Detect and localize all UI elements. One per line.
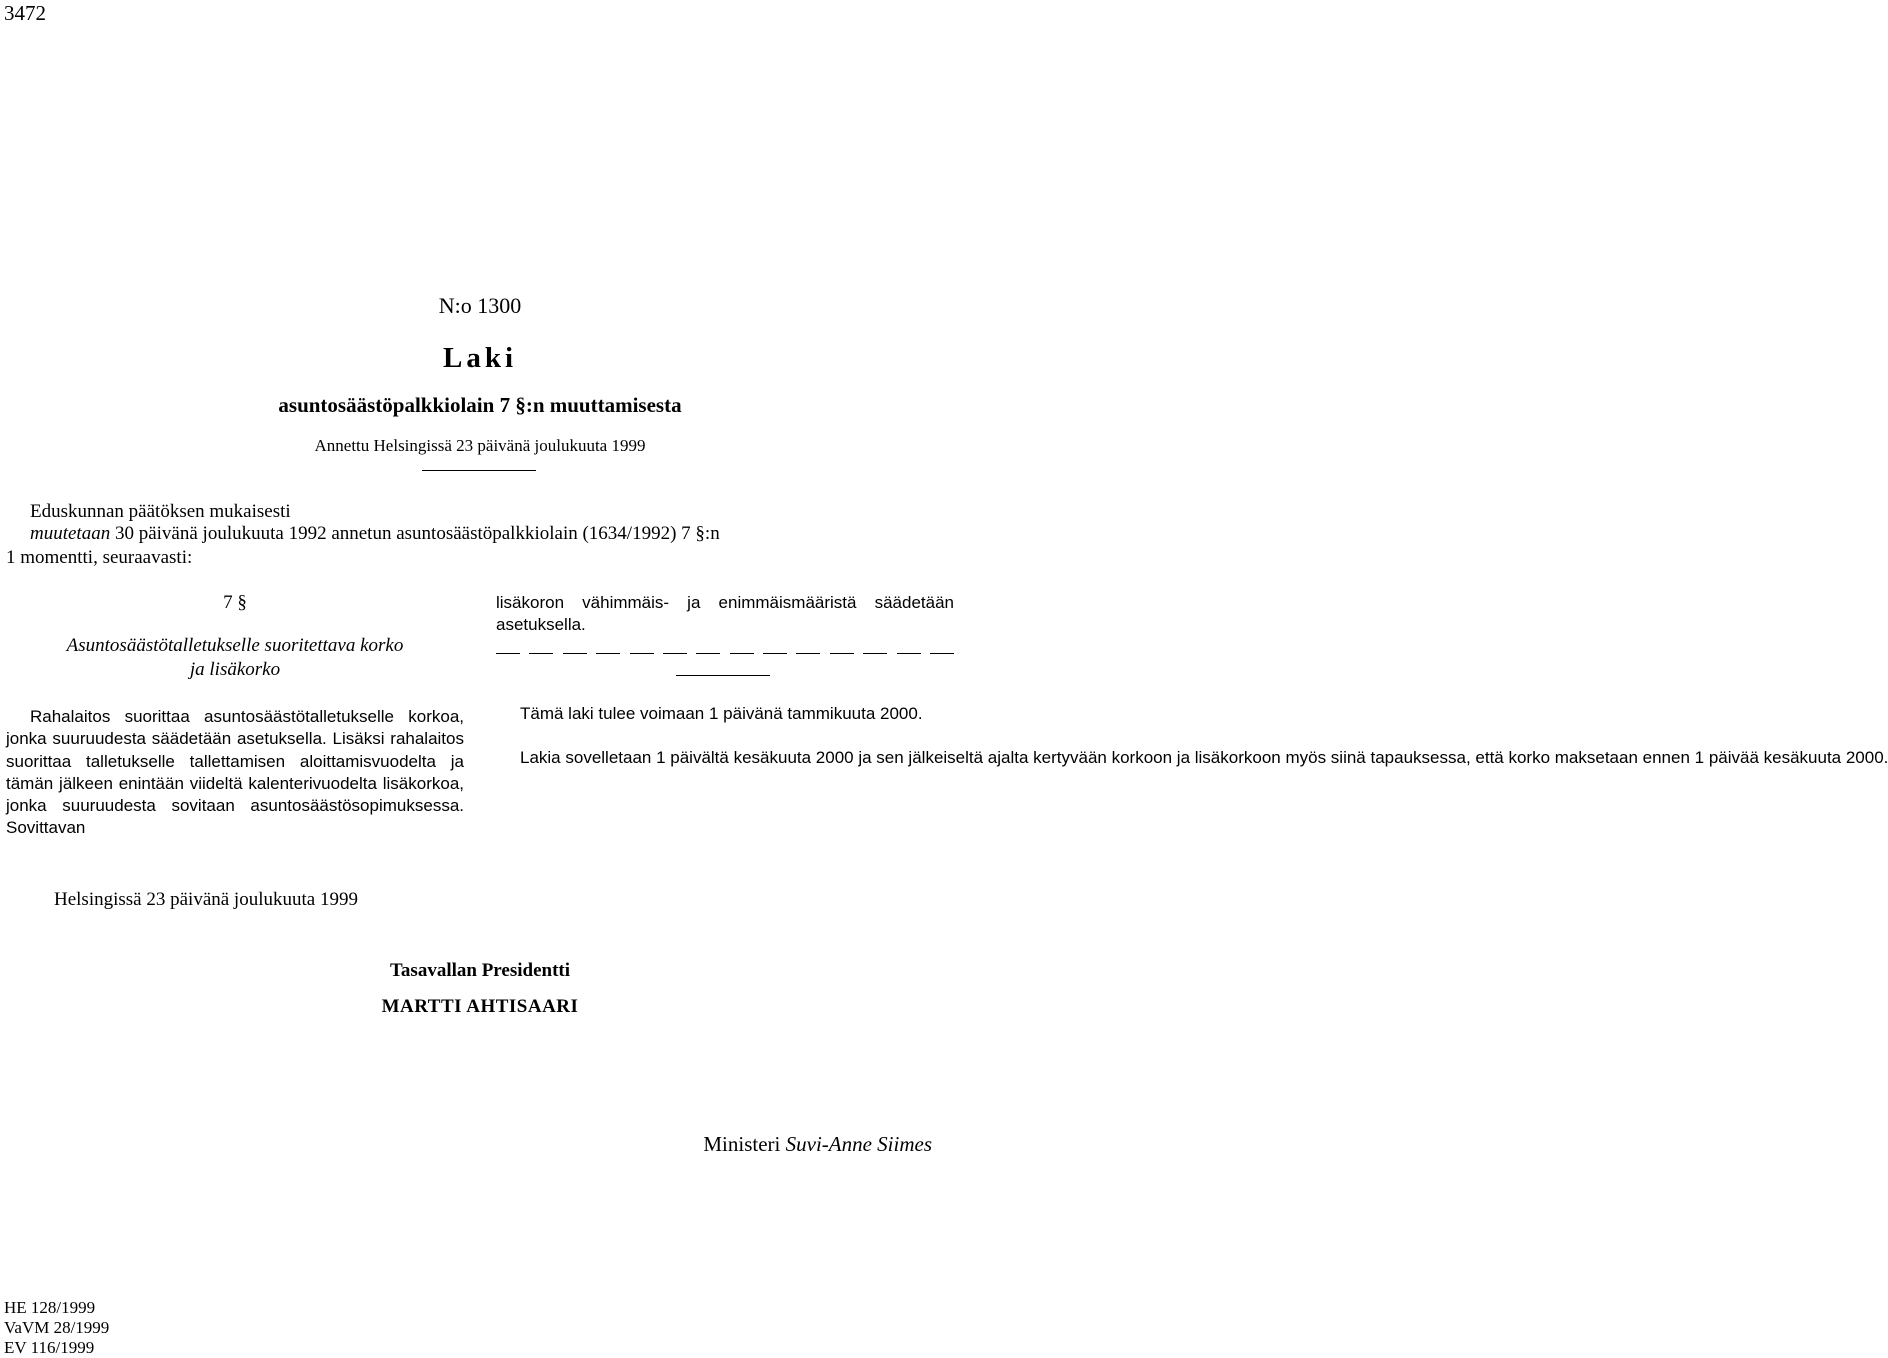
section-number: 7 §: [223, 592, 247, 613]
reference-item: EV 116/1999: [4, 1338, 95, 1357]
enacted-line: Annettu Helsingissä 23 päivänä joulukuuta 1999: [314, 436, 646, 455]
reference-item: HE 128/1999: [4, 1298, 96, 1317]
references: [4, 1298, 109, 1358]
president-name: MARTTI AHTISAARI: [381, 996, 579, 1017]
amend-text: 30 päivänä joulukuuta 1992 annetun asuntosäästöpalkkiolain (1634/1992) 7 §:n: [110, 523, 720, 544]
title-divider: [422, 470, 536, 471]
place-date: Helsingissä 23 päivänä joulukuuta 1999: [54, 889, 358, 910]
law-heading: Laki: [442, 342, 518, 374]
section-body-right: lisäkoron vähimmäis- ja enimmäismääristä säädetään asetuksella.: [496, 593, 954, 635]
minister-name: Suvi-Anne Siimes: [785, 1132, 932, 1156]
president-title: Tasavallan Presidentti: [390, 960, 570, 981]
minister-title: Ministeri: [703, 1132, 781, 1156]
section-heading-line2: ja lisäkorko: [189, 659, 281, 680]
page-number: 3472: [4, 1, 46, 25]
minister-signature: [703, 1130, 932, 1158]
reference-item: VaVM 28/1999: [4, 1318, 110, 1337]
law-title: asuntosäästöpalkkiolain 7 §:n muuttamisesta: [278, 393, 682, 417]
document-number: N:o 1300: [438, 293, 522, 318]
section-divider: [676, 675, 770, 676]
amendment-line: [30, 522, 720, 546]
section-heading-line1: Asuntosäästötalletukselle suoritettava korko: [66, 635, 404, 656]
amendment-line-continued: 1 momentti, seuraavasti:: [6, 547, 193, 568]
left-column: [6, 706, 464, 840]
transitional-provision: [496, 730, 1888, 786]
entry-into-force-text: Tämä laki tulee voimaan 1 päivänä tammikuuta 2000.: [520, 704, 923, 723]
right-column-continuation: [496, 592, 954, 637]
section-heading: [6, 634, 464, 682]
section-body-left: Rahalaitos suorittaa asuntosäästötalletukselle korkoa, jonka suuruudesta säädetään asetuksella. Lisäksi rahalaitos suorittaa talletukselle tallettamisen aloittamisvuodelta ja tämän jälkeen enintään viideltä kalenterivuodelta lisäkorkoa, jonka suuruudesta sovitaan asuntosäästösopimuksessa. Sovittavan: [6, 707, 464, 838]
omission-dashes: [496, 649, 954, 659]
amend-verb: muutetaan: [30, 523, 111, 544]
intro-line: Eduskunnan päätöksen mukaisesti: [30, 501, 291, 522]
transitional-provision-text: Lakia sovelletaan 1 päivältä kesäkuuta 2000 ja sen jälkeiseltä ajalta kertyvään korkoon ja lisäkorkoon myös siinä tapauksessa, että korko maksetaan ennen 1 päivää kesäkuuta 2000.: [520, 748, 1888, 767]
